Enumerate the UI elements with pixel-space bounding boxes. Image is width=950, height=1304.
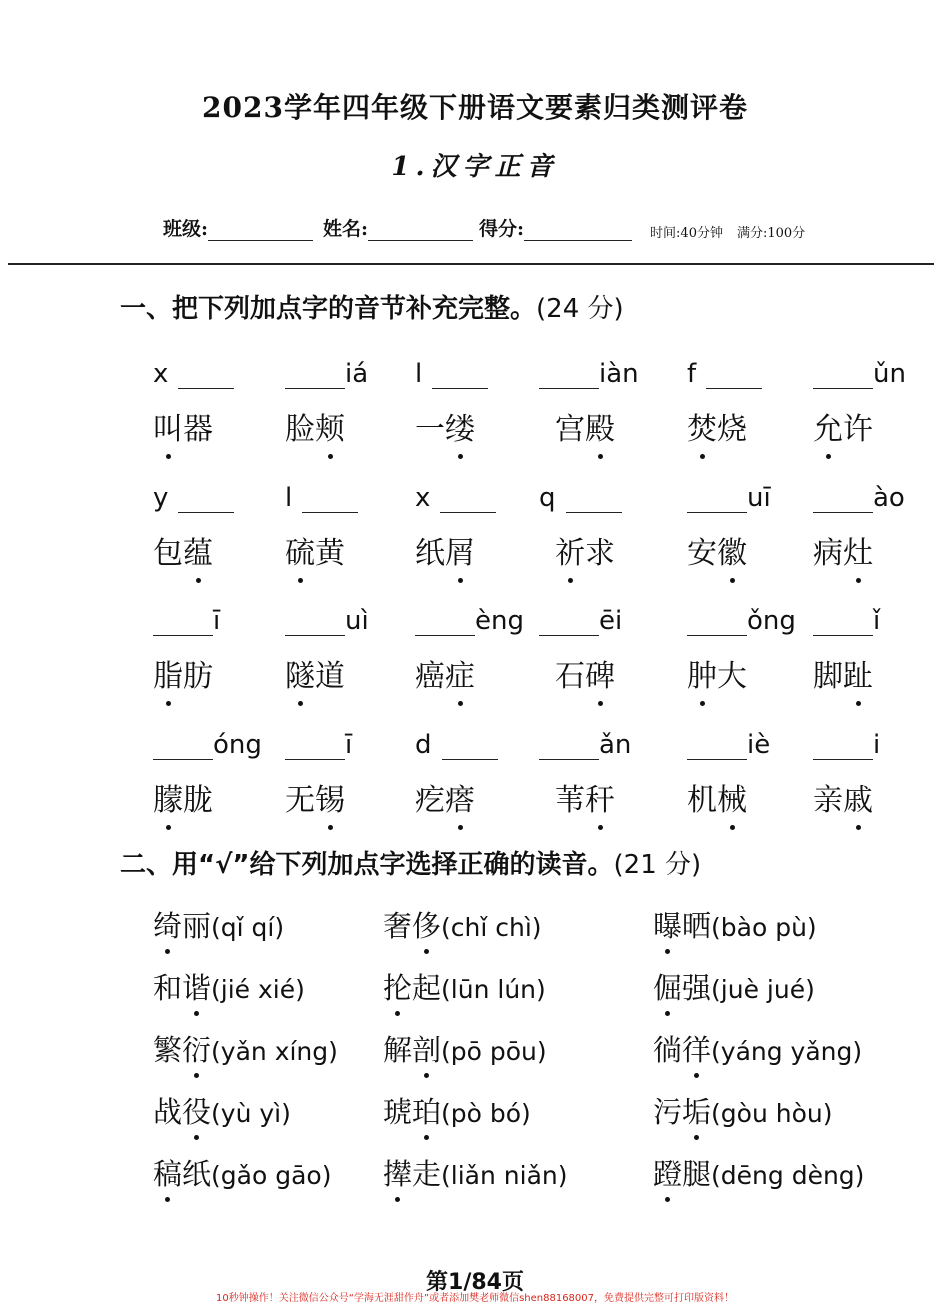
pinyin-options[interactable]: (yù yì)	[211, 1099, 291, 1128]
pronunciation-choice[interactable]	[153, 1092, 291, 1134]
dotted-character: 祈	[555, 534, 585, 574]
dotted-character: 殿	[585, 410, 615, 450]
dotted-character: 肿	[687, 657, 717, 697]
pinyin-initial: x	[153, 359, 169, 389]
answer-blank[interactable]	[539, 360, 599, 389]
dotted-character: 颊	[315, 410, 345, 450]
character: 繁	[153, 1033, 183, 1067]
pinyin-final: ī	[345, 730, 353, 760]
dotted-word	[153, 534, 213, 574]
dotted-character: 撵	[383, 1154, 412, 1194]
dotted-character: 瘩	[445, 781, 475, 821]
dotted-character: 徽	[717, 534, 747, 574]
dotted-character: 允	[813, 410, 843, 450]
pinyin-final: èng	[475, 606, 524, 636]
dotted-character: 隧	[285, 657, 315, 697]
answer-blank[interactable]	[813, 360, 873, 389]
dotted-word	[415, 657, 475, 697]
answer-blank[interactable]	[813, 731, 873, 760]
character: 纸	[415, 536, 445, 571]
dotted-character: 珀	[412, 1092, 441, 1132]
dotted-word	[687, 781, 747, 821]
pinyin-blank-item	[539, 477, 622, 513]
section1-heading	[120, 288, 624, 325]
pinyin-blank-item	[539, 353, 639, 389]
pinyin-blank-item	[285, 477, 358, 513]
dotted-character: 蹬	[653, 1154, 682, 1194]
pinyin-initial: d	[415, 730, 432, 760]
answer-blank[interactable]	[285, 360, 345, 389]
answer-blank[interactable]	[566, 484, 622, 513]
answer-blank[interactable]	[178, 360, 234, 389]
pronunciation-choice[interactable]	[653, 1154, 864, 1196]
dotted-word	[813, 534, 873, 574]
pinyin-initial: f	[687, 359, 697, 389]
answer-blank[interactable]	[302, 484, 358, 513]
dotted-character: 秆	[585, 781, 615, 821]
pinyin-blank-item	[813, 600, 880, 636]
pinyin-options[interactable]: (yáng yǎng)	[711, 1037, 863, 1066]
pinyin-blank-item	[415, 477, 496, 513]
answer-blank[interactable]	[442, 731, 498, 760]
document-title: 2023学年四年级下册语文要素归类测评卷	[202, 91, 748, 124]
pinyin-blank-item	[539, 600, 622, 636]
answer-blank[interactable]	[539, 607, 599, 636]
word-row	[0, 534, 950, 580]
pinyin-blank-item	[153, 600, 220, 636]
pinyin-blank-item	[687, 353, 762, 389]
dotted-character: 谐	[182, 968, 211, 1008]
character: 器	[183, 412, 213, 447]
pinyin-options[interactable]: (liǎn niǎn)	[441, 1161, 568, 1190]
page-number: 第1/84页	[426, 1270, 524, 1295]
dotted-character: 碑	[585, 657, 615, 697]
footer-note: 10秒钟操作！关注微信公众号“学海无涯甜作舟”或者添加樊老师微信shen88168007，免费提供完整可打印版资料！	[215, 1293, 735, 1304]
pinyin-final: ǎn	[599, 730, 632, 760]
pinyin-blank-item	[285, 724, 352, 760]
pinyin-blank-item	[153, 353, 234, 389]
pronunciation-choice[interactable]	[653, 906, 817, 948]
character: 解	[383, 1033, 413, 1067]
name-label: 姓名:	[323, 218, 369, 240]
dotted-word	[813, 781, 873, 821]
dotted-word	[285, 657, 345, 697]
pinyin-options[interactable]: (gǎo gāo)	[211, 1161, 332, 1190]
dotted-character: 焚	[687, 410, 717, 450]
pinyin-blank-item	[153, 477, 234, 513]
character: 起	[412, 971, 442, 1005]
answer-blank[interactable]	[687, 731, 747, 760]
section2-heading-text: 二、用“√”给下列加点字选择正确的读音。	[120, 850, 614, 880]
word-row	[0, 657, 950, 703]
pronunciation-choice[interactable]	[383, 968, 546, 1010]
header-divider	[8, 263, 934, 265]
word-row	[0, 781, 950, 827]
section2-heading	[120, 844, 701, 881]
character: 强	[682, 971, 712, 1005]
pinyin-blank-item	[415, 600, 524, 636]
answer-blank[interactable]	[706, 360, 762, 389]
character: 一	[415, 412, 445, 447]
pinyin-options[interactable]: (jié xié)	[211, 975, 305, 1004]
dotted-character: 朦	[153, 781, 183, 821]
document-subtitle: 1.汉字正音	[391, 152, 559, 182]
pinyin-final: ēi	[599, 606, 623, 636]
character: 包	[153, 536, 183, 571]
dotted-word	[415, 534, 475, 574]
pinyin-blank-item	[415, 724, 498, 760]
character: 胧	[183, 783, 213, 818]
dotted-word	[687, 534, 747, 574]
pinyin-final: uì	[345, 606, 369, 636]
character: 无	[285, 783, 315, 818]
dotted-character: 叫	[153, 410, 183, 450]
character: 黄	[315, 536, 345, 571]
dotted-character: 剖	[412, 1030, 441, 1070]
dotted-character: 稿	[153, 1154, 182, 1194]
time-limit: 时间:40分钟	[650, 226, 723, 241]
character: 战	[153, 1095, 183, 1129]
class-label: 班级:	[163, 218, 209, 240]
pinyin-options[interactable]: (gòu hòu)	[711, 1099, 833, 1128]
character: 丽	[182, 909, 212, 943]
dotted-word	[813, 410, 873, 450]
section2-score: (21 分)	[613, 850, 702, 880]
dotted-word	[285, 534, 345, 574]
class-blank	[208, 220, 313, 241]
character: 石	[555, 659, 585, 694]
dotted-character: 械	[717, 781, 747, 821]
pinyin-final: uī	[747, 483, 771, 513]
pinyin-final: óng	[213, 730, 262, 760]
character: 求	[585, 536, 615, 571]
character: 脚	[813, 659, 843, 694]
dotted-character: 役	[182, 1092, 211, 1132]
pronunciation-choice[interactable]	[383, 1030, 547, 1072]
pronunciation-choice[interactable]	[153, 968, 305, 1010]
dotted-word	[687, 410, 747, 450]
word-row	[0, 410, 950, 456]
pinyin-final: ǐ	[873, 606, 881, 636]
dotted-word	[415, 781, 475, 821]
pinyin-initial: q	[539, 483, 556, 513]
pronunciation-choice[interactable]	[383, 906, 542, 948]
dotted-word	[285, 410, 345, 450]
pinyin-options[interactable]: (chǐ chì)	[441, 913, 542, 942]
answer-blank[interactable]	[285, 731, 345, 760]
character: 脸	[285, 412, 315, 447]
answer-blank[interactable]	[440, 484, 496, 513]
answer-blank[interactable]	[539, 731, 599, 760]
pinyin-blank-item	[285, 353, 368, 389]
character: 和	[153, 971, 183, 1005]
dotted-word	[687, 657, 747, 697]
answer-blank[interactable]	[415, 607, 475, 636]
character: 肪	[183, 659, 213, 694]
pronunciation-choice[interactable]	[653, 1030, 862, 1072]
pinyin-options[interactable]: (juè jué)	[711, 975, 815, 1004]
pinyin-blank-item	[153, 724, 262, 760]
dotted-character: 屑	[445, 534, 475, 574]
character: 琥	[383, 1095, 413, 1129]
dotted-character: 锡	[315, 781, 345, 821]
dotted-character: 缕	[445, 410, 475, 450]
character: 道	[315, 659, 345, 694]
pinyin-blank-item	[285, 600, 369, 636]
dotted-word	[285, 781, 345, 821]
choice-row	[0, 1154, 950, 1198]
dotted-character: 衍	[182, 1030, 211, 1070]
pinyin-row	[0, 724, 950, 764]
dotted-character: 蕴	[183, 534, 213, 574]
dotted-character: 徉	[682, 1030, 711, 1070]
pinyin-initial: y	[153, 483, 169, 513]
pronunciation-choice[interactable]	[153, 1154, 331, 1196]
pinyin-row	[0, 477, 950, 517]
pinyin-blank-item	[813, 353, 906, 389]
pinyin-blank-item	[687, 477, 771, 513]
dotted-character: 症	[445, 657, 475, 697]
pinyin-initial: l	[415, 359, 423, 389]
dotted-character: 垢	[682, 1092, 711, 1132]
character: 走	[412, 1157, 442, 1191]
choice-row	[0, 1092, 950, 1136]
dotted-word	[153, 781, 213, 821]
score-blank	[524, 220, 632, 241]
answer-blank[interactable]	[285, 607, 345, 636]
pronunciation-choice[interactable]	[653, 1092, 832, 1134]
character: 大	[717, 659, 747, 694]
section1-score: (24 分)	[536, 294, 624, 324]
character: 晒	[682, 909, 712, 943]
character: 污	[653, 1095, 683, 1129]
dotted-character: 侈	[412, 906, 441, 946]
pinyin-final: ī	[213, 606, 221, 636]
dotted-character: 趾	[843, 657, 873, 697]
character: 宫	[555, 412, 585, 447]
character: 许	[843, 412, 873, 447]
character: 纸	[182, 1157, 212, 1191]
dotted-character: 硫	[285, 534, 315, 574]
name-blank	[368, 220, 473, 241]
answer-blank[interactable]	[153, 607, 213, 636]
dotted-character: 绮	[153, 906, 182, 946]
pinyin-final: iá	[345, 359, 369, 389]
full-score: 满分:100分	[736, 226, 806, 241]
character: 疙	[415, 783, 445, 818]
character: 苇	[555, 783, 585, 818]
dotted-character: 戚	[843, 781, 873, 821]
choice-row	[0, 906, 950, 950]
pinyin-row	[0, 353, 950, 393]
pinyin-blank-item	[539, 724, 631, 760]
dotted-word	[813, 657, 873, 697]
pronunciation-choice[interactable]	[383, 1154, 568, 1196]
choice-row	[0, 1030, 950, 1074]
student-info-row	[163, 214, 805, 241]
pinyin-initial: l	[285, 483, 293, 513]
pinyin-options[interactable]: (pō pōu)	[441, 1037, 547, 1066]
section1-heading-text: 一、把下列加点字的音节补充完整。	[120, 294, 537, 324]
pinyin-options[interactable]: (lūn lún)	[441, 975, 546, 1004]
pinyin-initial: x	[415, 483, 431, 513]
pinyin-options[interactable]: (dēng dèng)	[711, 1161, 865, 1190]
dotted-word	[555, 657, 615, 697]
pronunciation-choice[interactable]	[383, 1092, 531, 1134]
pinyin-final: i	[873, 730, 881, 760]
character: 癌	[415, 659, 445, 694]
pinyin-row	[0, 600, 950, 640]
pinyin-blank-item	[813, 724, 880, 760]
pinyin-final: ǔn	[873, 359, 906, 389]
answer-blank[interactable]	[813, 607, 873, 636]
choice-row	[0, 968, 950, 1012]
pinyin-options[interactable]: (bào pù)	[711, 913, 817, 942]
character: 徜	[653, 1033, 683, 1067]
dotted-word	[153, 410, 213, 450]
character: 烧	[717, 412, 747, 447]
dotted-character: 抡	[383, 968, 412, 1008]
dotted-character: 脂	[153, 657, 183, 697]
answer-blank[interactable]	[178, 484, 234, 513]
pinyin-final: ǒng	[747, 606, 796, 636]
pronunciation-choice[interactable]	[153, 1030, 338, 1072]
pinyin-final: ào	[873, 483, 905, 513]
pinyin-options[interactable]: (qǐ qí)	[211, 913, 285, 942]
character: 机	[687, 783, 717, 818]
pinyin-blank-item	[687, 724, 770, 760]
dotted-word	[153, 657, 213, 697]
answer-blank[interactable]	[153, 731, 213, 760]
answer-blank[interactable]	[813, 484, 873, 513]
character: 病	[813, 536, 843, 571]
dotted-character: 灶	[843, 534, 873, 574]
dotted-word	[415, 410, 475, 450]
pronunciation-choice[interactable]	[153, 906, 284, 948]
answer-blank[interactable]	[687, 607, 747, 636]
pronunciation-choice[interactable]	[653, 968, 815, 1010]
character: 奢	[383, 909, 413, 943]
dotted-word	[555, 781, 615, 821]
pinyin-final: iè	[747, 730, 771, 760]
dotted-word	[555, 410, 615, 450]
answer-blank[interactable]	[432, 360, 488, 389]
character: 腿	[682, 1157, 712, 1191]
character: 亲	[813, 783, 843, 818]
pinyin-final: iàn	[599, 359, 639, 389]
dotted-character: 曝	[653, 906, 682, 946]
pinyin-options[interactable]: (yǎn xíng)	[211, 1037, 338, 1066]
pinyin-blank-item	[415, 353, 488, 389]
pinyin-blank-item	[687, 600, 796, 636]
pinyin-blank-item	[813, 477, 905, 513]
character: 安	[687, 536, 717, 571]
dotted-character: 倔	[653, 968, 682, 1008]
answer-blank[interactable]	[687, 484, 747, 513]
dotted-word	[555, 534, 615, 574]
pinyin-options[interactable]: (pò bó)	[441, 1099, 531, 1128]
score-label: 得分:	[479, 218, 525, 240]
